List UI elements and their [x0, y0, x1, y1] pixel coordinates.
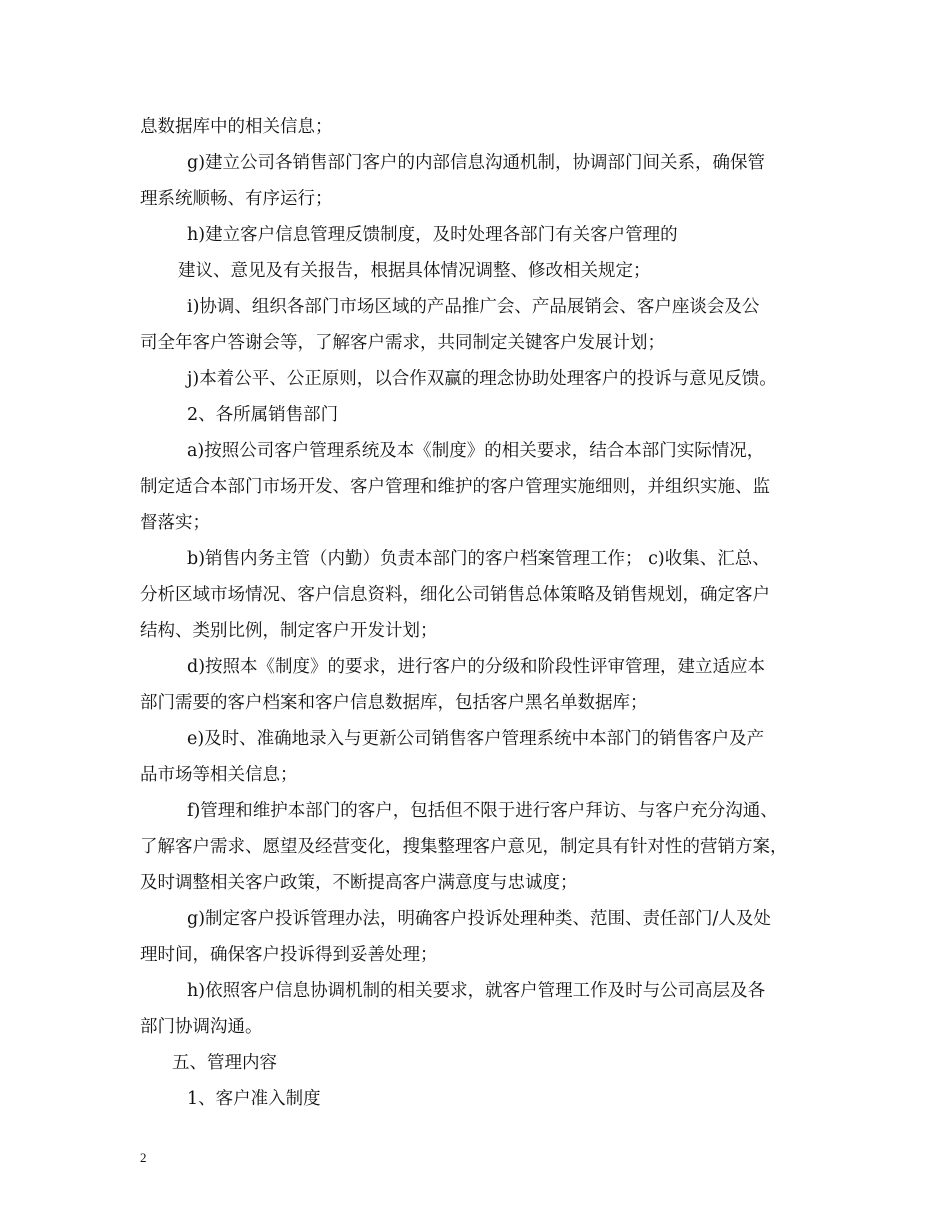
text-line: g)建立公司各销售部门客户的内部信息沟通机制，协调部门间关系，确保管	[187, 153, 766, 173]
text-line: e)及时、准确地录入与更新公司销售客户管理系统中本部门的销售客户及产	[187, 729, 765, 749]
text-line: 了解客户需求、愿望及经营变化，搜集整理客户意见，制定具有针对性的营销方案，	[140, 837, 788, 857]
text-line: h)依照客户信息协调机制的相关要求，就客户管理工作及时与公司高层及各	[187, 981, 766, 1001]
section-heading: 2、各所属销售部门	[187, 405, 339, 425]
text-line: 理系统顺畅、有序运行；	[140, 189, 333, 209]
text-line: h)建立客户信息管理反馈制度，及时处理各部门有关客户管理的	[187, 225, 678, 245]
text-line: f)管理和维护本部门的客户，包括但不限于进行客户拜访、与客户充分沟通、	[187, 801, 778, 821]
text-line: b)销售内务主管（内勤）负责本部门的客户档案管理工作； c)收集、汇总、	[187, 549, 770, 569]
section-heading: 1、客户准入制度	[187, 1089, 321, 1109]
section-heading: 五、管理内容	[172, 1053, 277, 1073]
text-line: 司全年客户答谢会等，了解客户需求，共同制定关键客户发展计划；	[140, 333, 665, 353]
text-line: 建议、意见及有关报告，根据具体情况调整、修改相关规定；	[178, 261, 651, 281]
text-line: 及时调整相关客户政策，不断提高客户满意度与忠诚度；	[140, 873, 578, 893]
text-line: 结构、类别比例，制定客户开发计划；	[140, 621, 438, 641]
text-line: d)按照本《制度》的要求，进行客户的分级和阶段性评审管理，建立适应本	[187, 657, 766, 677]
text-line: 息数据库中的相关信息；	[140, 117, 333, 137]
text-line: 制定适合本部门市场开发、客户管理和维护的客户管理实施细则，并组织实施、监	[140, 477, 770, 497]
text-line: 部门协调沟通。	[140, 1017, 263, 1037]
text-line: g)制定客户投诉管理办法，明确客户投诉处理种类、范围、责任部门/人及处	[187, 909, 771, 929]
text-line: 理时间，确保客户投诉得到妥善处理；	[140, 945, 438, 965]
page-number: 2	[140, 1150, 147, 1165]
text-line: j)本着公平、公正原则，以合作双赢的理念协助处理客户的投诉与意见反馈。	[187, 369, 777, 389]
text-line: a)按照公司客户管理系统及本《制度》的相关要求，结合本部门实际情况，	[187, 441, 765, 461]
text-line: i)协调、组织各部门市场区域的产品推广会、产品展销会、客户座谈会及公	[187, 297, 760, 317]
text-line: 督落实；	[140, 513, 210, 533]
text-line: 品市场等相关信息；	[140, 765, 298, 785]
text-line: 部门需要的客户档案和客户信息数据库，包括客户黑名单数据库；	[140, 693, 648, 713]
text-line: 分析区域市场情况、客户信息资料，细化公司销售总体策略及销售规划，确定客户	[140, 585, 770, 605]
